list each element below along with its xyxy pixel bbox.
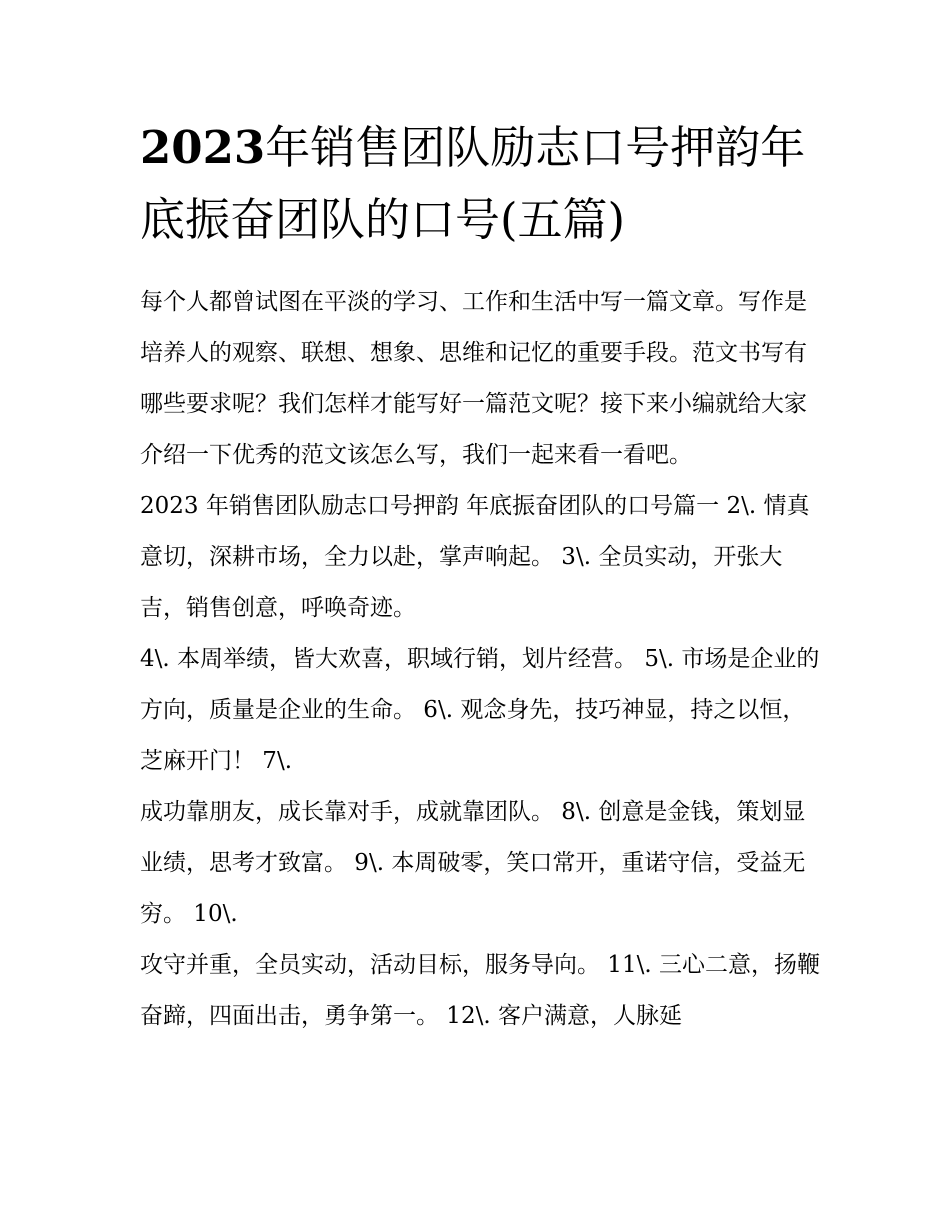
- title-year: 2023: [140, 121, 266, 174]
- body-paragraph-3: 成功靠朋友，成长靠对手，成就靠团队。 8\. 创意是金钱，策划显业绩，思考才致富。 9\. 本周破零，笑口常开，重诺守信，受益无穷。 10\.: [140, 799, 806, 927]
- document-title: [140, 112, 820, 256]
- body-paragraph-2: 4\. 本周举绩，皆大欢喜，职域行销，划片经营。 5\. 市场是企业的方向，质量是企业的生命。 6\. 观念身先，技巧神显，持之以恒，芝麻开门！ 7\.: [140, 646, 820, 774]
- title-text: 年销售团队励志口号押韵年底振奋团队的口号(五篇): [140, 121, 806, 246]
- body-paragraph-1: 2023 年销售团队励志口号押韵 年底振奋团队的口号篇一 2\. 情真意切，深耕市场，全力以赴，掌声响起。 3\. 全员实动，开张大吉，销售创意，呼唤奇迹。: [140, 493, 810, 621]
- intro-paragraph: 每个人都曾试图在平淡的学习、工作和生活中写一篇文章。写作是培养人的观察、联想、想象、思维和记忆的重要手段。范文书写有哪些要求呢？我们怎样才能写好一篇范文呢？接下来小编就给大家介绍一下优秀的范文该怎么写，我们一起来看一看吧。: [140, 289, 807, 468]
- document-body: [140, 277, 820, 1042]
- body-paragraph-4: 攻守并重，全员实动，活动目标，服务导向。 11\. 三心二意，扬鞭奋蹄，四面出击，勇争第一。 12\. 客户满意，人脉延: [140, 952, 820, 1029]
